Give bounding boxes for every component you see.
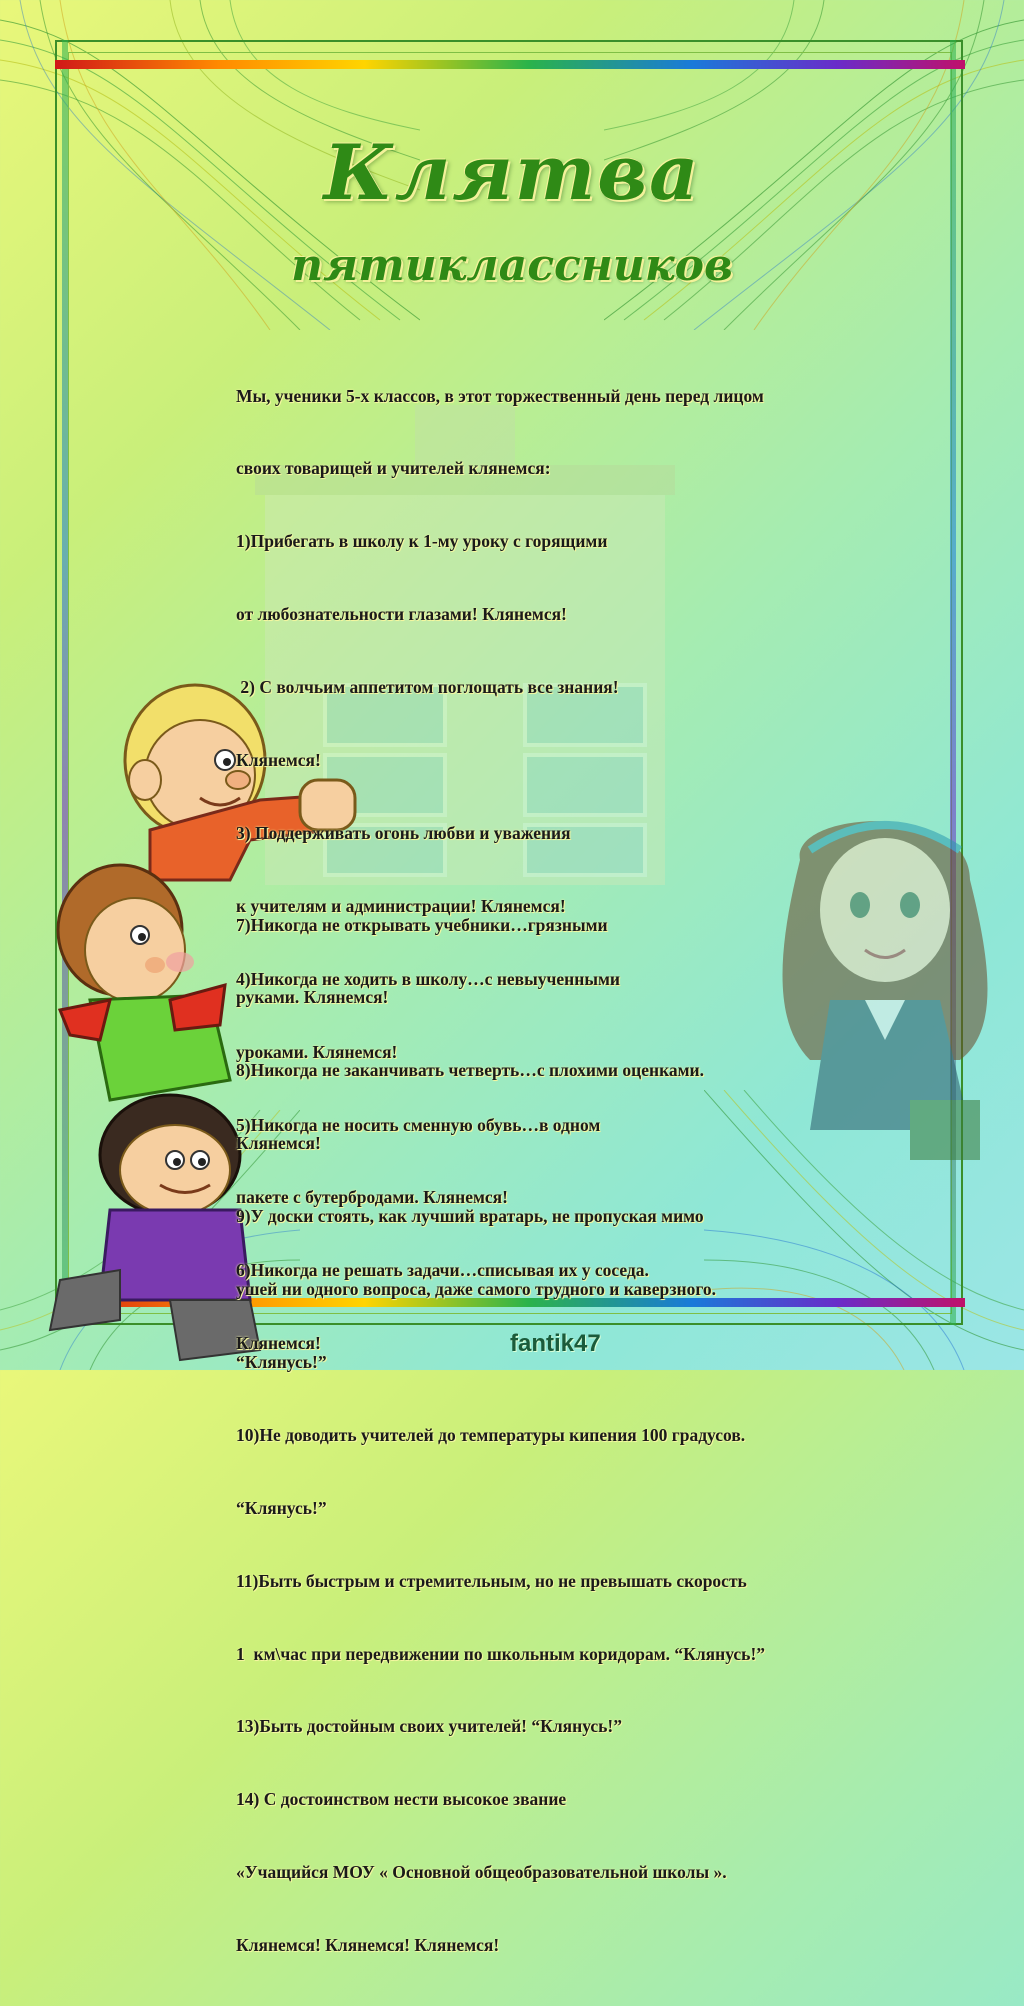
oath-line: 8)Никогда не заканчивать четверть…с плохими оценками. (236, 1060, 705, 1081)
oath-line: 4)Никогда не ходить в школу…с невыученными (236, 968, 621, 989)
oath-line: 5)Никогда не носить сменную обувь…в одном (236, 1114, 601, 1135)
oath-line: своих товарищей и учителей клянемся: (236, 458, 551, 479)
watermark: fantik47 (510, 1330, 601, 1357)
oath-line: Клянемся! (236, 1133, 321, 1154)
oath-line: 9)У доски стоять, как лучший вратарь, не пропуская мимо (236, 1206, 704, 1227)
page-subtitle: пятиклассников (291, 240, 733, 291)
oath-line: 1)Прибегать в школу к 1-му уроку с горящими (236, 531, 608, 552)
oath-line: 11)Быть быстрым и стремительным, но не превышать скорость (236, 1570, 747, 1591)
oath-line: 10)Не доводить учителей до температуры кипения 100 градусов. (236, 1424, 746, 1445)
oath-text-part-2 (236, 864, 856, 2006)
oath-line: 7)Никогда не открывать учебники…грязными (236, 914, 608, 935)
oath-line: ушей ни одного вопроса, даже самого трудного и каверзного. (236, 1279, 716, 1300)
oath-line: Клянемся! (236, 1333, 321, 1354)
oath-line: “Клянусь!” (236, 1497, 327, 1518)
oath-line: 6)Никогда не решать задачи…списывая их у соседа. (236, 1260, 649, 1281)
oath-line: 13)Быть достойным своих учителей! “Клянусь!” (236, 1716, 623, 1737)
rainbow-bar-top (55, 60, 965, 69)
oath-line: 1 км\час при передвижении по школьным коридорам. “Клянусь!” (236, 1643, 766, 1664)
oath-line: руками. Клянемся! (236, 987, 389, 1008)
oath-line: Клянемся! (236, 750, 321, 771)
oath-line: 2) С волчьим аппетитом поглощать все знания! (236, 677, 619, 698)
oath-line: 14) С достоинством нести высокое звание (236, 1789, 567, 1810)
oath-line: Мы, ученики 5-х классов, в этот торжественный день перед лицом (236, 385, 764, 406)
oath-line: к учителям и администрации! Клянемся! (236, 895, 566, 916)
oath-line: Клянемся! Клянемся! Клянемся! (236, 1935, 500, 1956)
oath-line: 3) Поддерживать огонь любви и уважения (236, 822, 571, 843)
page-title: Клятва (323, 128, 701, 217)
oath-line: пакете с бутербродами. Клянемся! (236, 1187, 508, 1208)
oath-line: «Учащийся МОУ « Основной общеобразовательной школы ». (236, 1862, 727, 1883)
oath-line: от любознательности глазами! Клянемся! (236, 604, 567, 625)
oath-line: уроками. Клянемся! (236, 1041, 398, 1062)
oath-line: “Клянусь!” (236, 1351, 327, 1372)
